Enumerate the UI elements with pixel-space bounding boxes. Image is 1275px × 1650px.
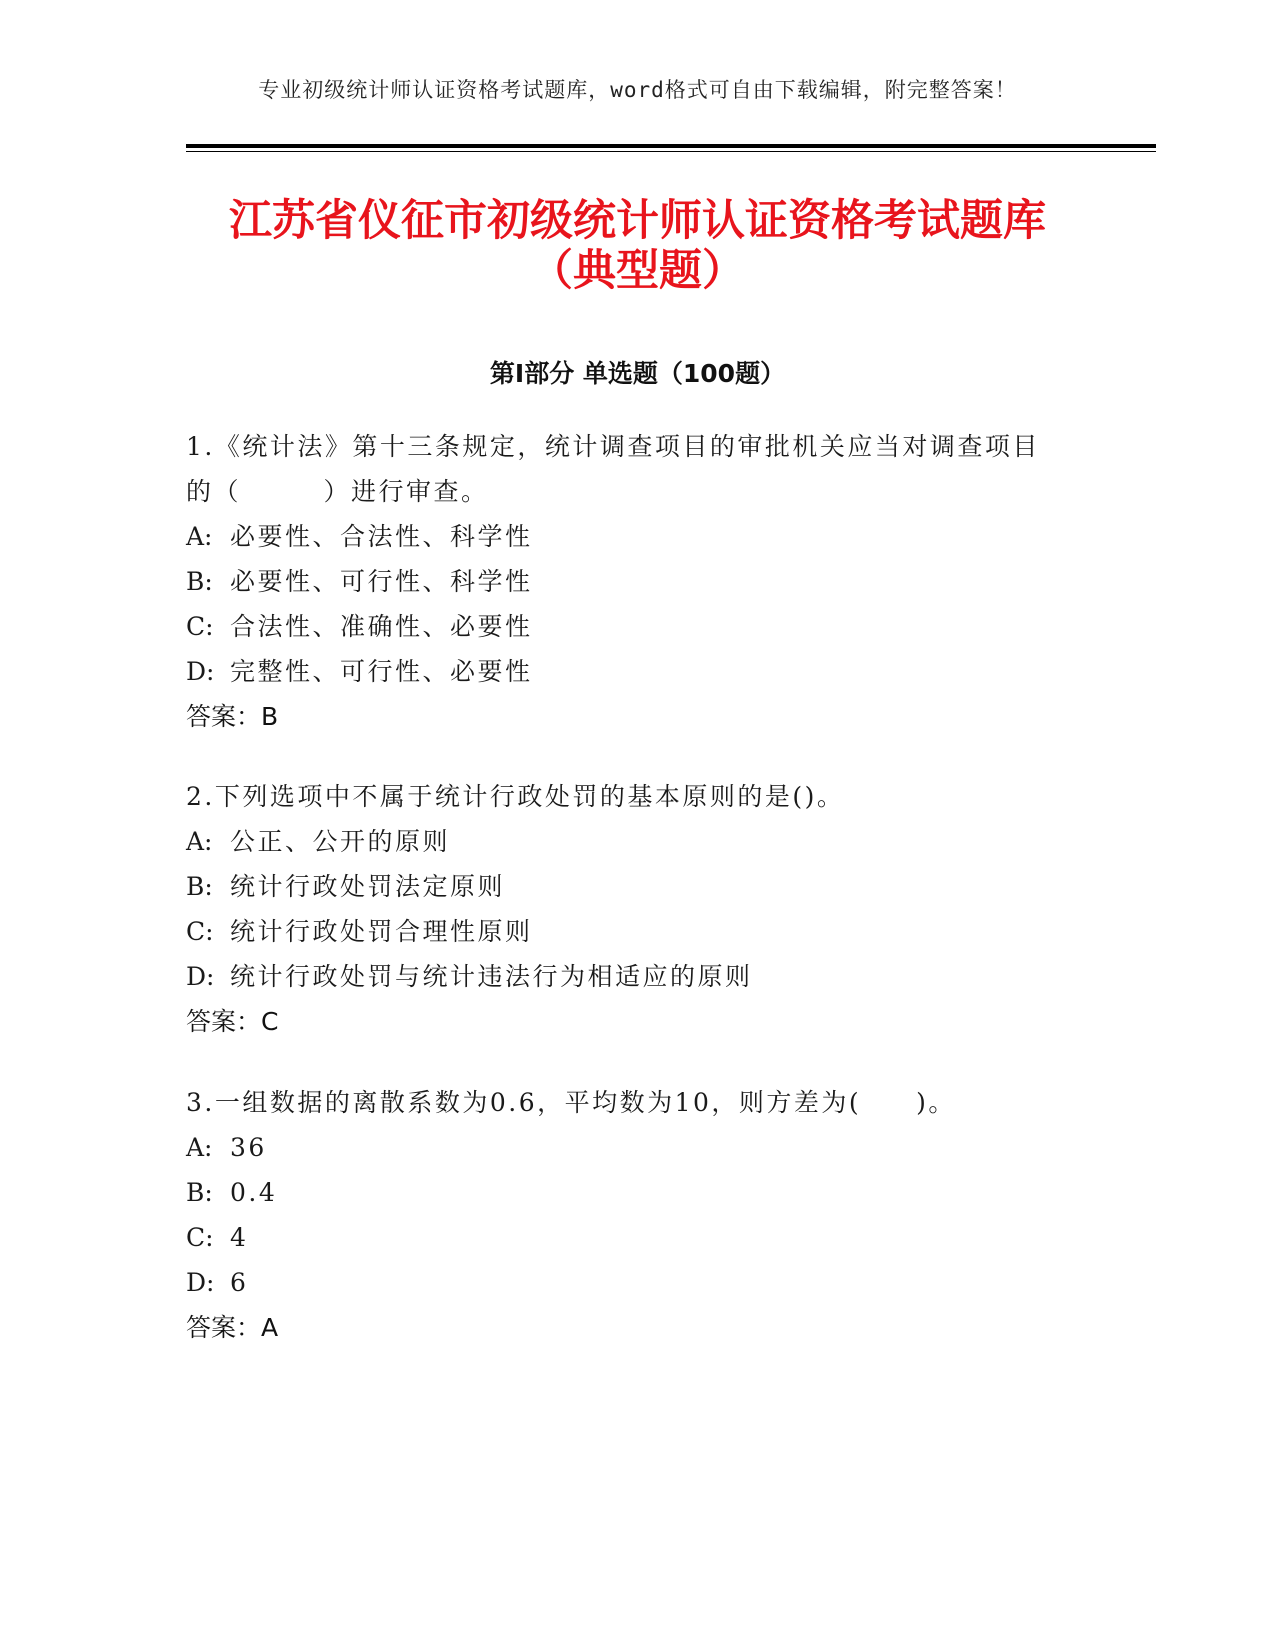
document-title-line-1: 江苏省仪征市初级统计师认证资格考试题库 [229,196,1046,246]
question-answer: 答案：A [186,1313,279,1342]
option-letter: A: [186,827,213,856]
question-option-c [186,909,1066,954]
question-2 [186,774,1066,1044]
question-option-a [186,1125,1066,1170]
question-3 [186,1080,1066,1350]
page-header: 专业初级统计师认证资格考试题库，word格式可自由下载编辑，附完整答案！ [258,78,1017,102]
option-text: 公正、公开的原则 [230,827,451,856]
option-letter: B: [186,567,213,596]
option-text: 统计行政处罚与统计违法行为相适应的原则 [230,962,753,991]
header-divider-thin [186,151,1156,152]
question-option-a [186,514,1066,559]
question-stem: 2.下列选项中不属于统计行政处罚的基本原则的是()。 [186,782,845,811]
option-letter: D: [186,1268,215,1297]
option-text: 合法性、准确性、必要性 [230,612,533,641]
option-letter: C: [186,1223,214,1252]
option-text: 统计行政处罚法定原则 [230,872,506,901]
section-heading: 第Ⅰ部分 单选题（100题） [489,359,786,388]
option-letter: C: [186,612,214,641]
header-divider-thick [186,144,1156,148]
option-letter: D: [186,657,215,686]
question-1 [186,424,1066,739]
option-text: 必要性、可行性、科学性 [230,567,533,596]
option-text: 6 [230,1268,249,1297]
option-text: 0.4 [230,1178,278,1207]
option-letter: B: [186,1178,213,1207]
question-option-d [186,954,1066,999]
option-letter: A: [186,1133,213,1162]
document-title [0,196,1275,296]
option-letter: C: [186,917,214,946]
question-stem: 3.一组数据的离散系数为0.6，平均数为10，则方差为( )。 [186,1088,956,1117]
option-letter: A: [186,522,213,551]
question-option-c [186,1215,1066,1260]
question-stem: 1.《统计法》第十三条规定，统计调查项目的审批机关应当对调查项目的（ ）进行审查。 [186,432,1040,506]
question-option-d [186,649,1066,694]
document-title-line-2: （典型题） [530,246,745,296]
option-text: 统计行政处罚合理性原则 [230,917,533,946]
option-text: 36 [230,1133,267,1162]
option-text: 4 [230,1223,249,1252]
question-option-b [186,864,1066,909]
option-letter: D: [186,962,215,991]
question-answer: 答案：C [186,1007,279,1036]
question-answer: 答案：B [186,702,279,731]
option-text: 必要性、合法性、科学性 [230,522,533,551]
question-option-a [186,819,1066,864]
option-letter: B: [186,872,213,901]
question-option-b [186,1170,1066,1215]
question-option-d [186,1260,1066,1305]
option-text: 完整性、可行性、必要性 [230,657,533,686]
question-option-c [186,604,1066,649]
question-option-b [186,559,1066,604]
